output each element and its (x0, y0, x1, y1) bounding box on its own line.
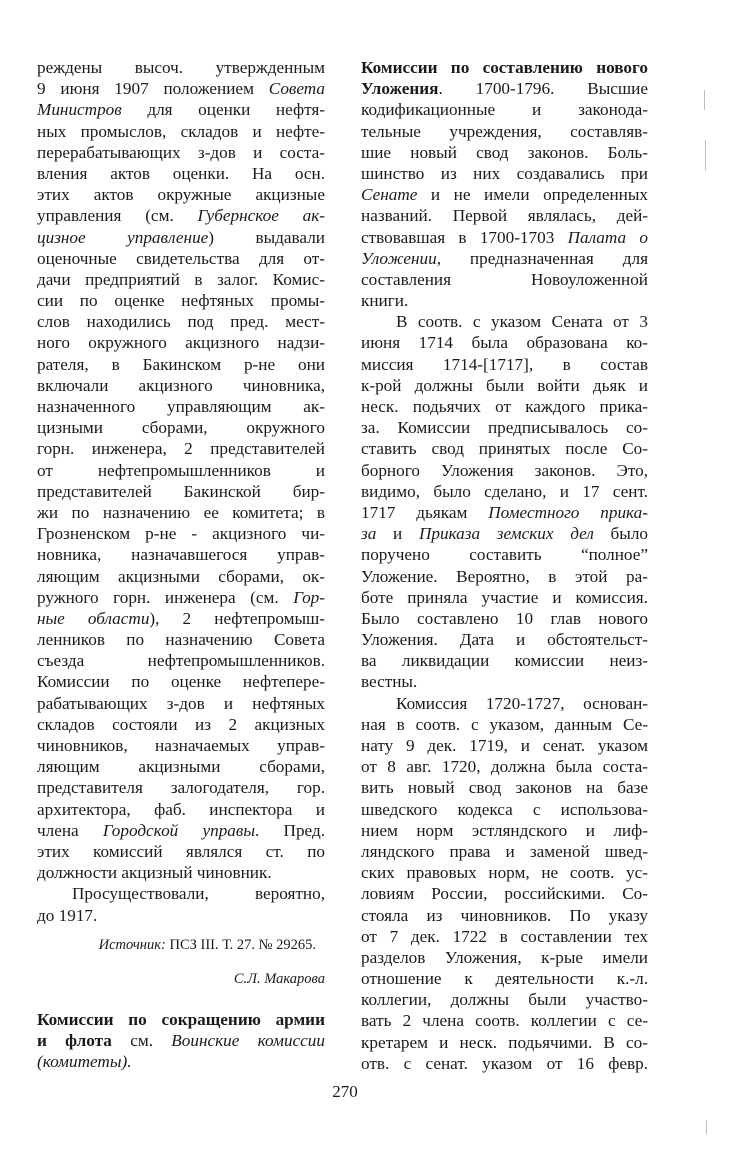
text-line (37, 121, 325, 142)
text-run: см. (111, 1031, 172, 1051)
text-run: чиновников, назначаемых управ- (37, 736, 325, 755)
text-run: ляющим акцизными сборами, (37, 757, 325, 777)
text-line (361, 671, 648, 692)
text-run: Комиссии по оценке нефтепере- (37, 672, 325, 692)
text-run: представителя залогодателя, гор. (37, 778, 325, 798)
text-line (361, 587, 648, 608)
text-run: вления актов оценки. На осн. (37, 163, 325, 183)
text-line (361, 968, 648, 989)
article-author: С.Л. Макарова (233, 971, 325, 987)
text-line (37, 777, 325, 798)
text-run: для оценки нефтя- (121, 100, 325, 120)
italic-term: Гор- (293, 587, 325, 607)
text-line (37, 227, 325, 248)
text-run: отв. с сенат. указом от 16 февр. (361, 1053, 648, 1073)
text-line (361, 629, 648, 650)
text-line (361, 523, 648, 544)
left-column (37, 57, 325, 926)
paragraph (37, 57, 325, 883)
text-run: вать 2 члена соотв. коллегии с се- (361, 1011, 648, 1031)
text-run: шведского кодекса с использова- (361, 799, 648, 819)
text-run: оценочные свидетельства для от- (37, 248, 325, 268)
text-line (37, 438, 325, 459)
text-line (361, 1053, 648, 1074)
text-run: рабатывающих з-дов и нефтяных (37, 693, 325, 713)
text-run: видимо, было сделано, и 17 сент. (361, 481, 648, 501)
italic-term: (комитеты). (37, 1052, 132, 1072)
text-run: ), 2 нефтепромыш- (149, 608, 325, 628)
text-run: ставить свод принятых после Со- (361, 439, 648, 459)
italic-term: Уложении (361, 248, 437, 268)
text-run: ловиям России, российскими. Со- (361, 884, 648, 904)
text-line (361, 947, 648, 968)
italic-term: Губернское ак- (197, 206, 326, 226)
text-run: дачи предприятий в залог. Комис- (37, 269, 325, 289)
text-line (37, 841, 325, 862)
text-run: шинство из них создавались при (361, 163, 648, 183)
source-citation (37, 937, 316, 954)
text-run: вить новый свод законов на базе (361, 778, 648, 798)
text-line (37, 1009, 325, 1030)
scan-edge-mark (706, 1120, 707, 1134)
text-line (37, 820, 325, 841)
text-line (361, 311, 648, 332)
text-run: составления Новоуложенной (361, 269, 648, 289)
text-run: , предназначенная для (436, 248, 648, 268)
text-run: июня 1714 была образована ко- (361, 333, 648, 353)
text-run: до 1917. (37, 905, 98, 925)
text-run: перерабатывающих з-дов и соста- (37, 142, 325, 162)
text-line (37, 290, 325, 311)
text-run: за. Комиссии предписывалось со- (361, 418, 648, 438)
text-line (37, 417, 325, 438)
italic-term: Палата о (567, 227, 648, 247)
text-line (37, 460, 325, 481)
text-line (361, 417, 648, 438)
text-run: тельные учреждения, составляв- (361, 121, 648, 141)
text-line (361, 460, 648, 481)
text-run: члена (37, 820, 103, 840)
text-run: включали акцизного чиновника, (37, 375, 325, 395)
text-line (37, 693, 325, 714)
text-line (37, 862, 325, 883)
text-run: архитектора, фаб. инспектора и (37, 799, 325, 819)
source-label: Источник: (98, 937, 166, 953)
text-run: нату 9 дек. 1719, и сенат. указом (361, 736, 648, 755)
text-line (361, 184, 648, 205)
italic-term: за (361, 524, 377, 544)
text-run: этих комиссий являлся ст. по (37, 841, 325, 861)
text-line (37, 650, 325, 671)
text-run: боте приняла участие и комиссия. (361, 587, 648, 607)
text-run: вестны. (361, 672, 418, 692)
bold-term: Комиссии по сокращению армии (37, 1010, 325, 1029)
text-line (361, 354, 648, 375)
text-line (361, 78, 648, 99)
text-run: новника, назначавшегося управ- (37, 545, 325, 565)
text-run: ляндского права и заменой швед- (361, 841, 648, 861)
text-run: разделов Уложения, к-рые имели (361, 947, 648, 967)
text-run: ружного горн. инженера (см. (37, 587, 294, 607)
italic-term: Совета (268, 79, 325, 99)
text-line (37, 269, 325, 290)
text-run: было (593, 524, 648, 544)
text-run: ных промыслов, складов и нефте- (37, 121, 325, 141)
text-line (361, 714, 648, 735)
bold-term: Уложения (361, 79, 439, 99)
text-line (361, 820, 648, 841)
scan-edge-mark (704, 90, 705, 110)
text-run: неск. подьячих от каждого прика- (361, 397, 648, 416)
text-line (37, 502, 325, 523)
text-run: 9 июня 1907 положением (37, 79, 269, 99)
text-line (37, 78, 325, 99)
bold-term: и флота (37, 1031, 112, 1051)
text-line (37, 629, 325, 650)
text-line (361, 269, 648, 290)
text-line (361, 57, 648, 78)
text-run: . 1700-1796. Высшие (438, 79, 648, 99)
text-run: В соотв. с указом Сената от 3 (396, 312, 648, 332)
text-run: Грозненском р-не - акцизного чи- (37, 524, 325, 544)
text-run: кретарем и неск. подьячими. В со- (361, 1032, 648, 1052)
text-line (361, 756, 648, 777)
entry-cross-reference (37, 1009, 325, 1073)
text-line (361, 396, 648, 417)
text-run: реждены высоч. утвержденным (37, 58, 325, 77)
text-line (361, 375, 648, 396)
text-run: ного окружного акцизного надзи- (37, 333, 325, 353)
text-run: слов находились под пред. мест- (37, 312, 325, 332)
text-line (361, 481, 648, 502)
text-line (37, 205, 325, 226)
text-line (361, 99, 648, 120)
text-run: от 7 дек. 1722 в составлении тех (361, 926, 648, 946)
text-line (361, 121, 648, 142)
text-line (361, 438, 648, 459)
text-run: и (376, 524, 419, 544)
text-line (37, 905, 325, 926)
text-line (37, 311, 325, 332)
italic-term: Министров (37, 100, 122, 120)
text-line (37, 756, 325, 777)
text-run: жи по назначению ее комитета; в (37, 502, 325, 522)
text-line (37, 184, 325, 205)
text-line (37, 248, 325, 269)
text-line (37, 714, 325, 735)
text-line (361, 650, 648, 671)
text-run: книги. (361, 291, 409, 311)
text-line (361, 926, 648, 947)
text-run: и не имели определенных (417, 185, 648, 205)
entry-paragraph (361, 57, 648, 311)
text-run: ) выдавали (208, 227, 325, 247)
text-line (37, 142, 325, 163)
text-line (37, 566, 325, 587)
text-line (361, 290, 648, 311)
text-line (37, 544, 325, 565)
text-line (361, 989, 648, 1010)
source-text: ПСЗ III. Т. 27. № 29265. (165, 937, 316, 953)
text-line (361, 227, 648, 248)
text-run: этих актов окружные акцизные (37, 185, 325, 205)
text-run: борного Уложения законов. Это, (361, 460, 648, 480)
text-line (37, 163, 325, 184)
text-line (37, 99, 325, 120)
italic-term: Сенате (361, 185, 418, 205)
text-line (37, 332, 325, 353)
text-run: съезда нефтепромышленников. (37, 651, 325, 671)
text-line (37, 1051, 325, 1072)
text-run: стояла из чиновников. По указу (361, 905, 648, 925)
text-run: ленников по назначению Совета (37, 630, 325, 650)
text-line (37, 735, 325, 756)
text-line (361, 862, 648, 883)
text-run: названий. Первой являлась, дей- (361, 206, 648, 226)
text-run: от нефтепромышленников и (37, 460, 325, 480)
text-line (37, 671, 325, 692)
paragraph (37, 883, 325, 925)
text-run: от 8 авг. 1720, должна была соста- (361, 757, 648, 777)
text-run: Просуществовали, вероятно, (72, 884, 325, 904)
right-column (361, 57, 648, 1074)
text-line (361, 1032, 648, 1053)
italic-term: Воинские комиссии (171, 1031, 325, 1051)
text-line (37, 57, 325, 78)
text-line (361, 799, 648, 820)
text-run: ляющим акцизными сборами, ок- (37, 566, 325, 586)
text-line (361, 883, 648, 904)
text-run: назначенного управляющим ак- (37, 397, 325, 416)
text-run: к-рой должны были войти дьяк и (361, 375, 648, 395)
italic-term: Городской управы (102, 820, 256, 840)
text-run: ва ликвидации комиссии неиз- (361, 651, 648, 671)
paragraph (361, 311, 648, 692)
text-line (361, 608, 648, 629)
text-line (37, 799, 325, 820)
text-line (361, 248, 648, 269)
bold-term: Комиссии по составлению нового (361, 58, 648, 77)
italic-term: Приказа земских дел (418, 524, 594, 544)
italic-term: ные области (37, 608, 150, 628)
text-line (37, 883, 325, 904)
text-line (361, 332, 648, 353)
text-run: Комиссия 1720-1727, основан- (396, 693, 648, 713)
text-run: ских правовых норм, не соотв. ус- (361, 863, 648, 883)
text-run: складов состояли из 2 акцизных (37, 714, 325, 734)
text-line (361, 205, 648, 226)
text-line (37, 1030, 325, 1051)
text-run: горн. инженера, 2 представителей (37, 439, 325, 459)
text-run: . Пред. (255, 820, 325, 840)
italic-term: цизное управление (37, 227, 209, 247)
text-run: цизными сборами, окружного (37, 418, 325, 438)
text-run: управления (см. (37, 206, 198, 226)
text-line (361, 566, 648, 587)
paragraph (361, 693, 648, 1074)
text-run: ствовавшая в 1700-1703 (361, 227, 568, 247)
text-line (361, 1010, 648, 1031)
text-line (361, 905, 648, 926)
text-run: Было составлено 10 глав нового (361, 608, 648, 628)
text-run: 1717 дьякам (361, 502, 489, 522)
text-line (37, 481, 325, 502)
text-run: рателя, в Бакинском р-не они (37, 354, 325, 374)
text-line (361, 142, 648, 163)
italic-term: Поместного прика- (488, 502, 648, 522)
text-run: Уложения. Дата и обстоятельст- (361, 630, 648, 650)
page-number: 270 (332, 1082, 358, 1101)
text-line (37, 354, 325, 375)
text-line (37, 396, 325, 417)
text-run: шие новый свод законов. Боль- (361, 142, 648, 162)
text-line (361, 735, 648, 756)
text-run: должности акцизный чиновник. (37, 863, 272, 883)
text-line (37, 523, 325, 544)
text-line (37, 587, 325, 608)
text-run: представителей Бакинской бир- (37, 481, 325, 501)
text-line (361, 693, 648, 714)
scan-edge-mark (705, 140, 706, 170)
text-run: Уложение. Вероятно, в этой ра- (361, 566, 648, 586)
text-run: кодификационные и законода- (361, 100, 648, 120)
text-line (361, 841, 648, 862)
text-line (361, 163, 648, 184)
text-run: поручено составить “полное” (361, 545, 648, 565)
text-line (37, 375, 325, 396)
text-line (37, 608, 325, 629)
text-run: ная в соотв. с указом, данным Се- (361, 714, 648, 734)
text-line (361, 502, 648, 523)
text-run: нием норм эстляндского и лиф- (361, 820, 648, 840)
text-line (361, 544, 648, 565)
text-run: коллегии, должны были участво- (361, 990, 648, 1010)
text-run: миссия 1714-[1717], в состав (361, 354, 648, 374)
text-line (361, 777, 648, 798)
text-run: отношение к деятельности к.-л. (361, 969, 648, 989)
text-run: сии по оценке нефтяных промы- (37, 291, 325, 311)
